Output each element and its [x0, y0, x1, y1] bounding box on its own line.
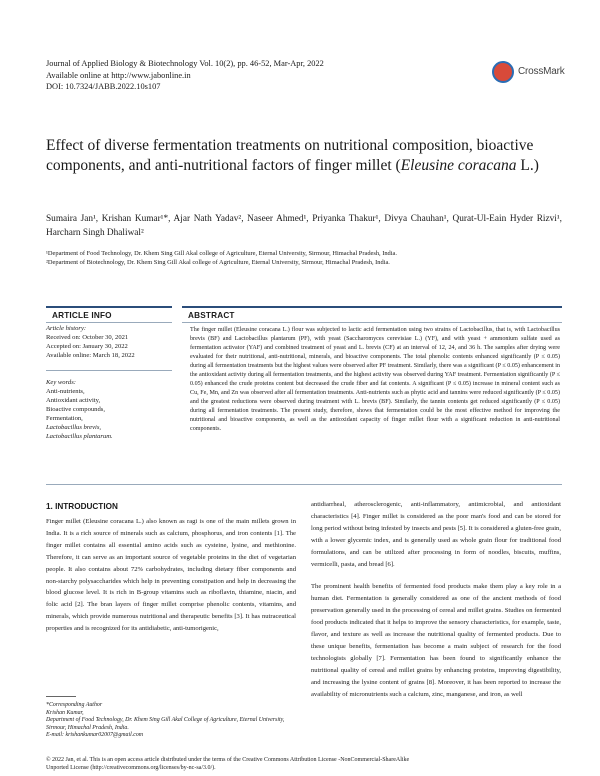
- article-history: [46, 324, 176, 360]
- corr-email[interactable]: E-mail: krishankumar02007@gmail.com: [46, 732, 144, 739]
- accepted-date: Accepted on: January 30, 2022: [46, 343, 128, 350]
- crossmark-badge[interactable]: [492, 60, 565, 86]
- received-date: Received on: October 30, 2021: [46, 334, 129, 341]
- title-species: Eleusine coracana: [400, 156, 517, 174]
- divider: [46, 370, 172, 371]
- keywords: [46, 378, 176, 441]
- divider: [46, 484, 562, 485]
- journal-doi[interactable]: DOI: 10.7324/JABB.2022.10s107: [46, 82, 161, 92]
- crossmark-label: CrossMark: [518, 66, 565, 77]
- crossmark-icon: [492, 61, 514, 83]
- keyword: Lactobacillus brevis,: [46, 424, 102, 431]
- keyword: Antioxidant activity,: [46, 397, 101, 404]
- affiliation-1: ¹Department of Food Technology, Dr. Khem Sing Gill Akal college of Agriculture, Eternal University, Sirmour, Himachal Pradesh, India.: [46, 250, 397, 257]
- intro-paragraph: antidiarrheal, atherosclerogenic, anti-inflammatory, antimicrobial, and antioxidant characteristics [4]. Finger millet is considered as the poor man's food and can be stored for long period without being infested by insects and pests [5]. It is considered a gluten-free grain, with a lower glycemic index, and is generally used as whole grain flour for traditional food formulations, and can be utilized after processing in form of noodles, biscuits, muffins, vermicelli, pasta, and bread [6].: [311, 501, 561, 568]
- corr-label: *Corresponding Author: [46, 702, 103, 708]
- abstract-text: The finger millet (Eleusine coracana L.) flour was subjected to lactic acid fermentation using two strains of Lactobacillus, that is, with Lactobacillus brevis (BF) and Lactobacillus plantarum (PF), with yeast (Saccharomyces cerevisiae L.) (YF), and with yeast + ammonium sulfate used as fermentation activator (YAF) and combined treatment of yeast and L. brevis (CF) at an interval of 12, 24, and 36 h. The samples after drying were evaluated for their nutritional, anti-nutritional, minerals, and bioactive components. The total phenolic contents enhanced significantly (P ≤ 0.05) during all fermentation treatments but the highest values were observed after PF treatment. Similarly, there was a significant (P ≤ 0.05) enhancement in the antioxidant activity during all fermentation treatments, and the highest activity was observed during YAF treatment. Fermentation significantly (P ≤ 0.05) enhanced the crude proteins content but decreased the crude fiber and fat contents. A significant (P ≤ 0.05) increase in mineral content such as Cu, Fe, Mn, and Zn was observed after all fermentation treatments. Anti-nutrients such as phytic acid and tannins were reduced significantly (P ≤ 0.05) and the greatest reductions were observed during treatment with L. brevis (BF). Similarly, the tannin contents get reduced significantly (P ≤ 0.05) during all fermentation treatments. The present study, therefore, shows that fermentation could be the most effective method for improving the nutritional and bioactive components, as well as the antioxidant capacity of finger millet flour with a significant reduction in anti-nutritional components.: [190, 327, 560, 432]
- license-line[interactable]: Unported License (http://creativecommons.org/licenses/by-nc-sa/3.0/).: [46, 765, 216, 772]
- corresponding-author: [46, 702, 296, 740]
- available-date: Available online: March 18, 2022: [46, 352, 135, 359]
- intro-paragraph: Finger millet (Eleusine coracana L.) also known as ragi is one of the main millets grown in India. It is a rich source of minerals such as calcium, phosphorus, and iron contents [1]. The finger millet contains all essential amino acids such as cysteine, lysine, and methionine. Therefore, it can serve as an important source of vegetable proteins in the diet of vegetarian people. It also contains about 72% carbohydrates, including dietary fiber components and non-starchy polysaccharides which help in preventing constipation and help in decreasing the blood glucose level. It is rich in B-group vitamins such as riboflavin, thiamine, niacin, and folic acid [2]. The bran layers of finger millet comprise phenolic contents, vitamins, and minerals, which provide numerous nutritional and therapeutic benefits [3]. It has nutraceutical properties and is recognized for its antidiabetic, anti-tumorigenic,: [46, 518, 296, 633]
- journal-info: [46, 58, 376, 93]
- author-list: Sumaira Jan¹, Krishan Kumar¹*, Ajar Nath Yadav², Naseer Ahmed¹, Priyanka Thakur¹, Divya Chauhan¹, Qurat-Ul-Eain Hyder Rizvi¹, Harcharn Singh Dhaliwal²: [46, 214, 562, 238]
- divider: [46, 322, 172, 323]
- intro-column-1: [46, 516, 296, 635]
- abstract-heading: ABSTRACT: [188, 311, 235, 320]
- keyword: Bioactive compounds,: [46, 406, 105, 413]
- affiliations: [46, 249, 562, 268]
- corr-dept: Department of Food Technology, Dr. Khem Sing Gill Akal College of Agriculture, Eternal University, Sirmour, Himachal Pradesh, India.: [46, 717, 285, 731]
- article-info-heading: ARTICLE INFO: [52, 311, 112, 320]
- license-footer: [46, 756, 562, 773]
- title-main: Effect of diverse fermentation treatments on nutritional composition, bioactive components, and anti-nutritional factors of finger millet (: [46, 137, 534, 174]
- abstract-header: [182, 306, 562, 322]
- intro-column-2: [311, 499, 561, 701]
- keyword: Fermentation,: [46, 415, 83, 422]
- article-info-header: [46, 306, 172, 322]
- title-tail: L.): [516, 156, 539, 174]
- journal-citation: Journal of Applied Biology & Biotechnology Vol. 10(2), pp. 46-52, Mar-Apr, 2022: [46, 59, 324, 68]
- keywords-label: Key words:: [46, 379, 76, 386]
- paper-title: [46, 136, 566, 175]
- history-label: Article history:: [46, 325, 87, 332]
- affiliation-2: ²Department of Biotechnology, Dr. Khem Sing Gill Akal college of Agriculture, Eternal University, Sirmour, Himachal Pradesh, India.: [46, 259, 390, 267]
- keyword: Lactobacillus plantarum.: [46, 433, 113, 440]
- divider: [46, 696, 76, 697]
- journal-url[interactable]: Available online at http://www.jabonline.in: [46, 70, 191, 80]
- divider: [182, 322, 562, 323]
- license-line: © 2022 Jan, et al. This is an open access article distributed under the terms of the Creative Commons Attribution License -NonCommercial-ShareAlike: [46, 757, 410, 763]
- keyword: Anti-nutrients,: [46, 388, 85, 395]
- corr-name: Krishan Kumar,: [46, 709, 84, 716]
- intro-paragraph: The prominent health benefits of fermented food products make them play a key role in a human diet. Fermentation is generally considered as one of the ancient methods of food preservation generally used in the processing of cereal and millet grains. Studies on fermented food products indicated that it helps to improve the sensory characteristics, for example, taste, flavor, and texture as well as increase the nutritional quality of fermented products. Due to these unique benefits, fermentation has become a main subject of research for the food technologists globally [7]. Fermentation has been found to significantly enhance the nutritional quality of cereal and millet grains by enhancing proteins, improving digestibility, and increasing the lysine content of grains [8]. Moreover, it has been reported to increase the availability of micronutrients such a calcium, zinc, manganese, and iron, as well: [311, 583, 561, 698]
- intro-heading: 1. INTRODUCTION: [46, 502, 118, 511]
